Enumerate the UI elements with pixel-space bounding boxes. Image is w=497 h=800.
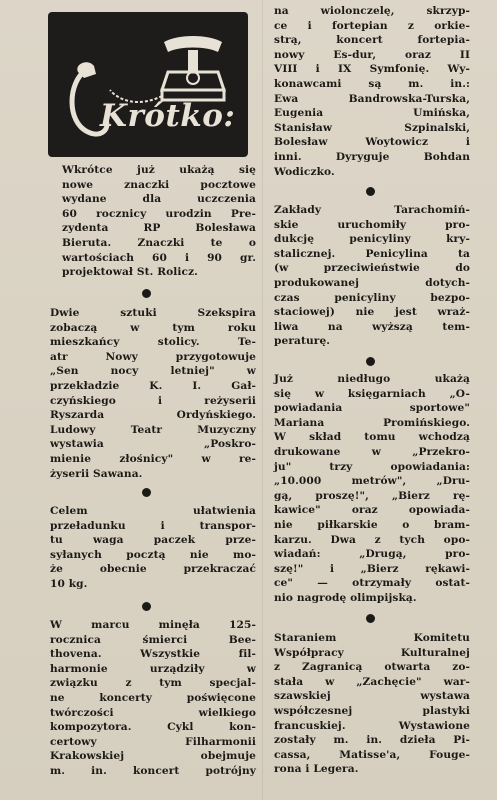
text-line: rona i Legera. bbox=[274, 763, 359, 776]
text-line: przeładunku i transpor- bbox=[50, 519, 256, 532]
section-bullet bbox=[142, 488, 151, 497]
text-line: Krakowskiej obejmuje bbox=[50, 750, 256, 763]
text-line: powiadania sportowe" bbox=[274, 402, 470, 415]
text-line: Zakłady Tarachomiń- bbox=[274, 204, 470, 216]
article-beethoven-continued bbox=[274, 4, 470, 179]
text-line: „Sen nocy letniej" w bbox=[50, 365, 256, 378]
text-line: Ludowy Teatr Muzyczny bbox=[50, 423, 256, 436]
text-line: Ewa Bandrowska-Turska, bbox=[274, 92, 470, 105]
text-line: rocznica śmierci Bee- bbox=[50, 633, 256, 646]
text-line: ju" trzy opowiadania: bbox=[274, 460, 470, 473]
text-line: tu waga paczek prze- bbox=[50, 534, 256, 547]
text-line: mieszkańcy stolicy. Te- bbox=[50, 336, 256, 349]
article-exhibition bbox=[274, 631, 470, 777]
article-penicillin bbox=[274, 203, 470, 349]
text-line: ce i fortepian z orkie- bbox=[274, 19, 470, 32]
text-line: żyserii Sawana. bbox=[50, 467, 143, 480]
text-line: strą, koncert fortepia- bbox=[274, 34, 470, 47]
text-line: harmonie urządziły w bbox=[50, 662, 256, 675]
text-line: szawskiej wystawa bbox=[274, 690, 470, 703]
article-shakespeare bbox=[50, 306, 256, 481]
text-line: Już niedługo ukażą bbox=[274, 373, 470, 385]
telephone-icon bbox=[48, 12, 248, 157]
text-line: liwa na wyższą tem- bbox=[274, 320, 470, 333]
text-line: szę!" i „Bierz rękawi- bbox=[274, 562, 470, 575]
text-line: stalicznej. Penicylina ta bbox=[274, 247, 470, 260]
text-line: produkowanej dotych- bbox=[274, 276, 470, 289]
text-line: certowy Filharmonii bbox=[50, 735, 256, 748]
article-stamps bbox=[62, 163, 256, 280]
text-line: Mariana Promińskiego. bbox=[274, 416, 470, 429]
text-line: Bieruta. Znaczki te o bbox=[62, 236, 256, 249]
text-line: nio nagrodę olimpijską. bbox=[274, 591, 417, 604]
text-line: wiadań: „Drugą, pro- bbox=[274, 548, 470, 561]
section-bullet bbox=[366, 357, 375, 366]
section-bullet bbox=[366, 187, 375, 196]
text-line: mienie złośnicy" w re- bbox=[50, 452, 256, 465]
text-line: Ryszarda Ordyńskiego. bbox=[50, 409, 256, 422]
section-bullet bbox=[142, 602, 151, 611]
text-line: czas penicyliny bezpo- bbox=[274, 291, 470, 304]
masthead-title: Krótko: bbox=[100, 98, 236, 134]
text-line: nowe znaczki pocztowe bbox=[62, 178, 256, 191]
text-line: się w księgarniach „O- bbox=[274, 387, 470, 400]
text-line: gą, proszę!", „Bierz rę- bbox=[274, 489, 470, 502]
text-line: Wodiczko. bbox=[274, 165, 335, 178]
text-line: Dwie sztuki Szekspira bbox=[50, 307, 256, 319]
text-line: W skład tomu wchodzą bbox=[274, 431, 470, 444]
text-line: atr Nowy przygotowuje bbox=[50, 350, 256, 363]
text-line: Eugenia Umińska, bbox=[274, 107, 470, 120]
text-line: inni. Dyryguje Bohdan bbox=[274, 150, 470, 163]
text-line: „10.000 metrów", „Dru- bbox=[274, 475, 470, 488]
text-line: (w przeciwieństwie do bbox=[274, 262, 470, 275]
text-line: Celem ułatwienia bbox=[50, 505, 256, 517]
text-line: 10 kg. bbox=[50, 577, 88, 590]
column-gutter bbox=[262, 0, 263, 800]
text-line: związku z tym specjal- bbox=[50, 677, 256, 690]
text-line: wartościach 60 i 90 gr. bbox=[62, 251, 256, 264]
text-line: francuskiej. Wystawione bbox=[274, 719, 470, 732]
text-line: wystawia „Poskro- bbox=[50, 438, 256, 451]
text-line: Wkrótce już ukażą się bbox=[62, 164, 256, 176]
text-line: wydane dla uczczenia bbox=[62, 193, 256, 206]
text-line: Staraniem Komitetu bbox=[274, 632, 470, 644]
text-line: twórczości wielkiego bbox=[50, 706, 256, 719]
text-line: projektował St. Rolicz. bbox=[62, 266, 198, 279]
text-line: kawice" oraz opowiada- bbox=[274, 504, 470, 517]
article-beethoven bbox=[50, 618, 256, 779]
text-line: zostały m. in. dzieła Pi- bbox=[274, 734, 470, 747]
text-line: peraturę. bbox=[274, 335, 331, 348]
text-line: 60 rocznicy urodzin Pre- bbox=[62, 207, 256, 220]
text-line: Współpracy Kulturalnej bbox=[274, 646, 470, 659]
text-line: nie piłkarskie o bram- bbox=[274, 518, 470, 531]
text-line: konawcami są m. in.: bbox=[274, 77, 470, 90]
text-line: ce" — otrzymały ostat- bbox=[274, 577, 470, 590]
text-line: m. in. koncert potrójny bbox=[50, 764, 256, 777]
text-line: na wiolonczelę, skrzyp- bbox=[274, 5, 470, 17]
text-line: z Zagranicą otwarta zo- bbox=[274, 661, 470, 674]
text-line: że obecnie przekraczać bbox=[50, 563, 256, 576]
text-line: karzu. Dwa z tych opo- bbox=[274, 533, 470, 546]
text-line: syłanych pocztą nie mo- bbox=[50, 548, 256, 561]
text-line: stała w „Zachęcie" war- bbox=[274, 675, 470, 688]
section-bullet bbox=[366, 614, 375, 623]
masthead bbox=[48, 12, 248, 157]
text-line: zydenta RP Bolesława bbox=[62, 222, 256, 235]
text-line: Bolesław Woytowicz i bbox=[274, 136, 470, 149]
text-line: czyńskiego i reżyserii bbox=[50, 394, 256, 407]
text-line: współczesnej plastyki bbox=[274, 704, 470, 717]
section-bullet bbox=[142, 289, 151, 298]
text-line: drukowane w „Przekro- bbox=[274, 445, 470, 458]
text-line: Stanisław Szpinalski, bbox=[274, 121, 470, 134]
text-line: kompozytora. Cykl kon- bbox=[50, 721, 256, 734]
article-sport-stories bbox=[274, 372, 470, 606]
text-line: dukcję penicyliny kry- bbox=[274, 233, 470, 246]
text-line: cassa, Matisse'a, Fouge- bbox=[274, 748, 470, 761]
article-parcels bbox=[50, 504, 256, 592]
text-line: ne koncerty poświęcone bbox=[50, 691, 256, 704]
text-line: W marcu minęła 125- bbox=[50, 619, 256, 631]
text-line: zobaczą w tym roku bbox=[50, 321, 256, 334]
text-line: VIII i IX Symfonię. Wy- bbox=[274, 63, 470, 76]
text-line: nowy Es-dur, oraz II bbox=[274, 48, 470, 61]
text-line: przekładzie K. I. Gał- bbox=[50, 379, 256, 392]
text-line: staciowej) nie jest wraż- bbox=[274, 306, 470, 319]
text-line: skie uruchomiły pro- bbox=[274, 218, 470, 231]
text-line: thovena. Wszystkie fil- bbox=[50, 648, 256, 661]
